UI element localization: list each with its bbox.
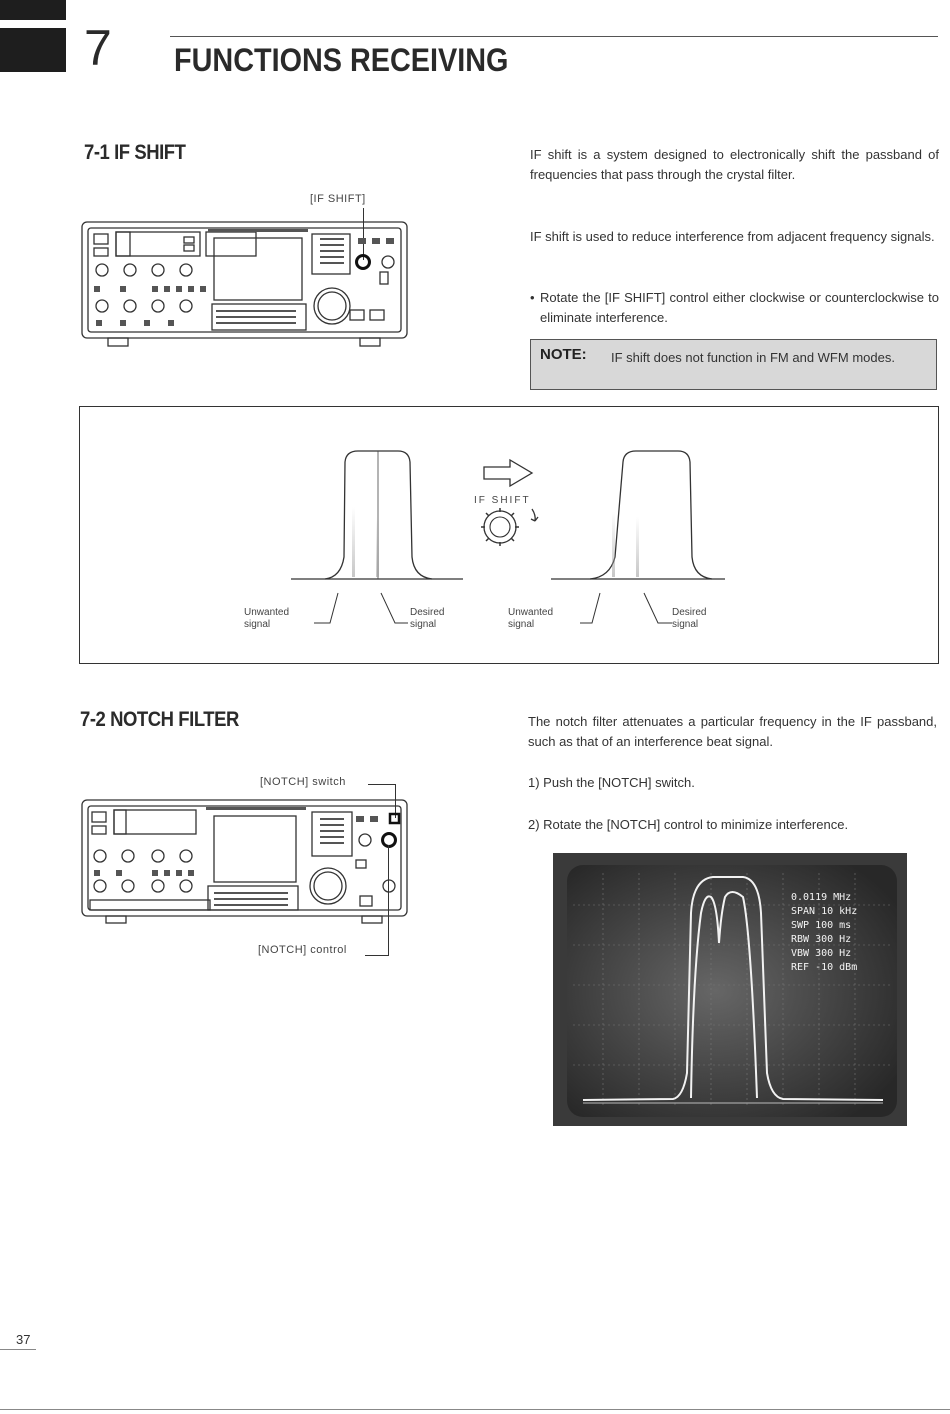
notch-step2: 2) Rotate the [NOTCH] control to minimize interference. (528, 817, 849, 832)
note-text: IF shift does not function in FM and WFM modes. (611, 350, 895, 365)
section-title-if-shift: 7-1 IF SHIFT (84, 141, 186, 164)
if-shift-para2: IF shift is used to reduce interference from adjacent frequency signals. (530, 229, 935, 244)
notch-switch-label: [NOTCH] switch (260, 776, 346, 788)
notch-control-leader-h (365, 955, 389, 956)
header-rule (170, 36, 938, 37)
margin-tab-top (0, 0, 66, 20)
desired-signal-line-left (376, 517, 379, 577)
notch-step1: 1) Push the [NOTCH] switch. (528, 775, 695, 790)
section-title-notch-filter: 7-2 NOTCH FILTER (80, 708, 239, 731)
receiver-front-panel-2 (80, 798, 410, 928)
spectrum-analyzer-photo (553, 853, 907, 1126)
if-shift-knob-icon (481, 508, 538, 546)
footer-rule (0, 1409, 950, 1410)
if-shift-control-label: [IF SHIFT] (310, 193, 366, 205)
unwanted-signal-line-left (352, 507, 355, 577)
if-shift-bullet: Rotate the [IF SHIFT] control either clockwise or counterclockwise to eliminate interference. (540, 290, 939, 325)
receiver-front-panel-1 (80, 220, 410, 352)
footer-rule-short (0, 1349, 36, 1350)
left-unwanted-label: Unwanted signal (244, 607, 290, 630)
chapter-title: FUNCTIONS RECEIVING (174, 42, 509, 78)
right-unwanted-label: Unwanted signal (508, 607, 554, 630)
chapter-number: 7 (84, 20, 112, 76)
bullet-dot: • (530, 290, 535, 305)
knob-label: IF SHIFT (474, 495, 531, 506)
margin-tab (0, 28, 66, 72)
desired-signal-line-right (636, 517, 639, 577)
notch-para1: The notch filter attenuates a particular frequency in the IF passband, such as that of an interference beat signal. (528, 714, 937, 749)
scope-readout: 0.0119 MHz SPAN 10 kHz SWP 100 ms RBW 300 Hz VBW 300 Hz REF -10 dBm (791, 892, 858, 973)
notch-control-label: [NOTCH] control (258, 944, 347, 956)
left-desired-label: Desired signal (410, 607, 445, 630)
notch-switch-leader-h (368, 784, 396, 785)
if-shift-para1: IF shift is a system designed to electronically shift the passband of frequencies that pass through the crystal filter. (530, 147, 939, 182)
unwanted-signal-line-right (612, 512, 615, 577)
page-number: 37 (16, 1332, 31, 1347)
right-desired-label: Desired signal (672, 607, 707, 630)
note-label: NOTE: (540, 346, 587, 363)
note-box (530, 339, 937, 390)
notch-control-leader-v (388, 845, 389, 955)
